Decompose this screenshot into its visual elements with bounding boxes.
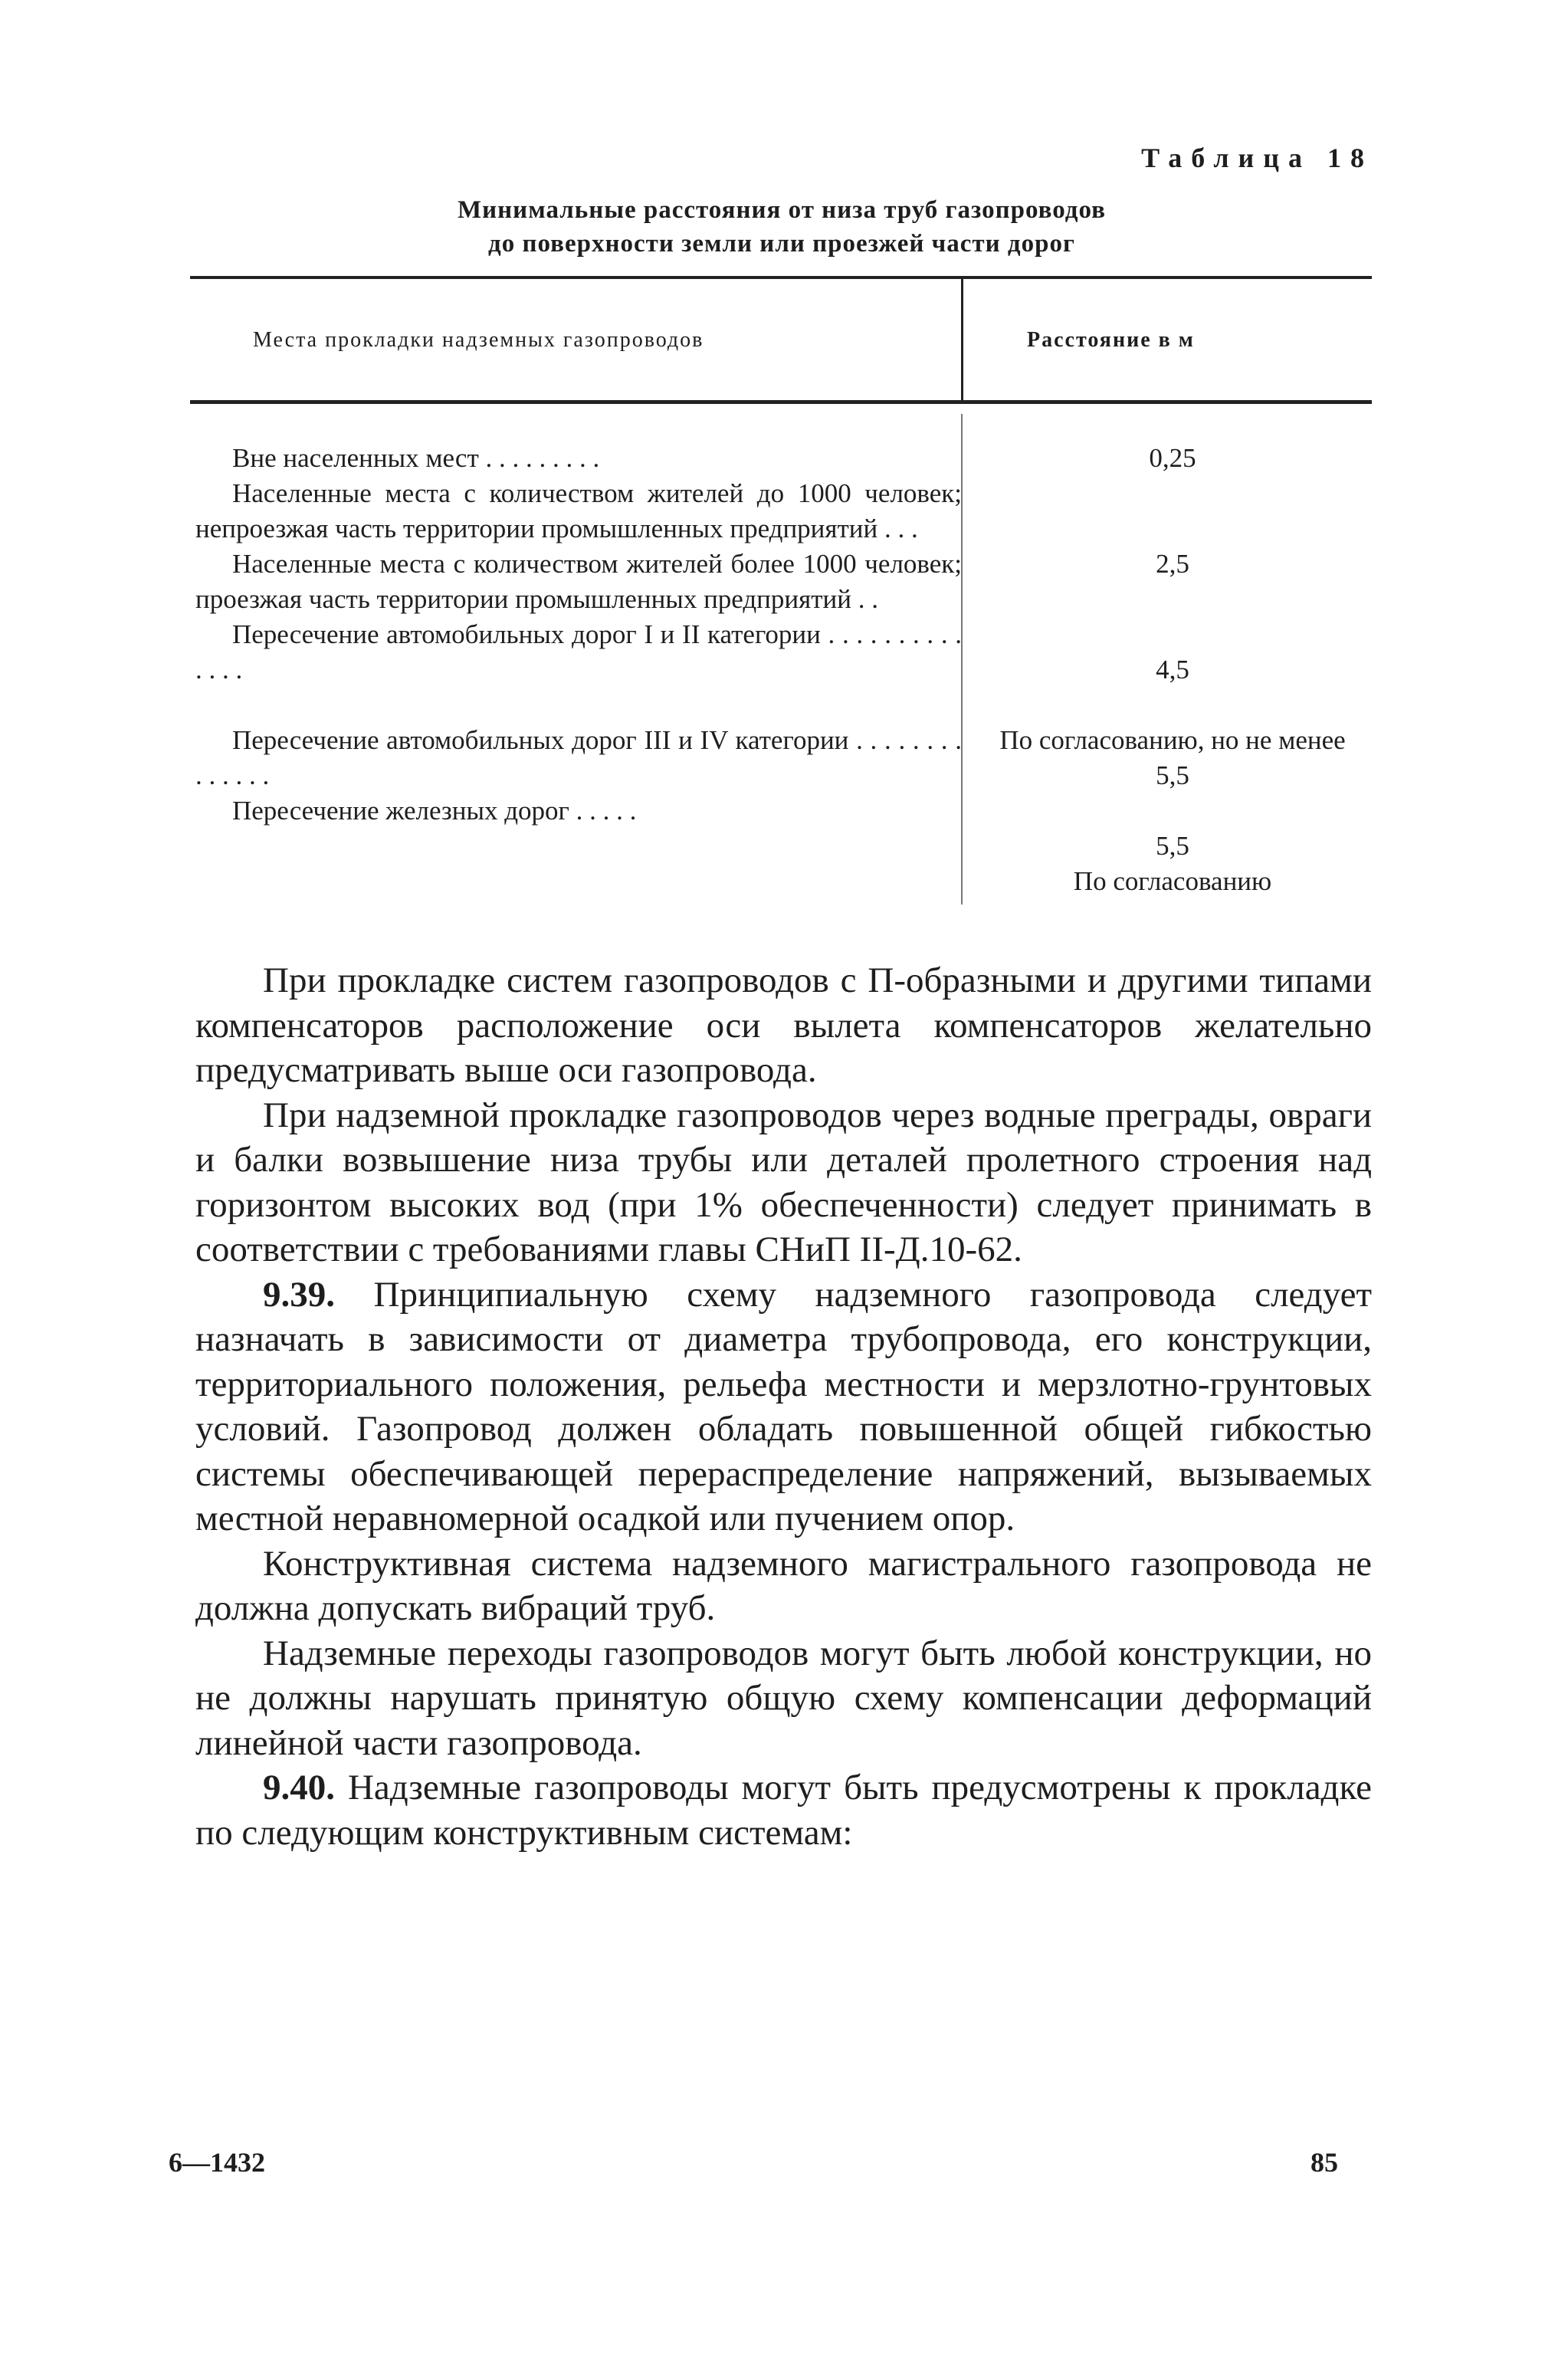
table-row-distance: 5,5 — [1156, 831, 1189, 861]
paragraph: Конструктивная система надземного магистрального газопровода не должна допускать вибраций труб. — [195, 1543, 1372, 1628]
table-row-location: Пересечение автомобильных дорог III и IV категории . . . . . . . . . . . . . . — [195, 725, 962, 790]
table-header-location: Места прокладки надземных газопроводов — [253, 328, 704, 352]
table-row-location: Пересечение железных дорог . . . . . — [232, 796, 637, 826]
table-top-rule — [190, 276, 1372, 279]
table-row-location: Вне населенных мест . . . . . . . . . — [232, 443, 600, 473]
paragraph: При надземной прокладке газопроводов через водные преграды, овраги и балки возвышение низа трубы или деталей пролетного строения над горизонтом высоких вод (при 1% обеспеченности) следует принимать в соответствии с требованиями главы СНиП II-Д.10-62. — [195, 1095, 1372, 1269]
page-number: 85 — [1310, 2147, 1338, 2178]
section-number: 9.39. — [263, 1274, 335, 1315]
table-row-distance: По согласованию — [1073, 866, 1272, 896]
table-row-distance: 2,5 — [1156, 549, 1189, 579]
paragraph-9-40 — [195, 1765, 1372, 1855]
table-row-distance: 4,5 — [1156, 655, 1189, 685]
table-row-location: Населенные места с количеством жителей более 1000 человек; проезжая часть территории промышленных предприятий . . — [195, 549, 962, 614]
table-location-column — [195, 441, 962, 829]
footer-signature-mark: 6—1432 — [169, 2147, 265, 2178]
table-row-location: Пересечение автомобильных дорог I и II категории . . . . . . . . . . . . . . — [195, 619, 962, 685]
paragraph-text: Надземные газопроводы могут быть предусмотрены к прокладке по следующим конструктивным системам: — [195, 1768, 1372, 1853]
paragraph-text: Принципиальную схему надземного газопровода следует назначать в зависимости от диаметра трубопровода, его конструкции, территориального положения, рельефа местности и мерзлотно-грунтовых условий. Газопровод должен обладать повышенной общей гибкостью системы обеспечивающей перераспределение напряжений, вызываемых местной неравномерной осадкой или пучением опор. — [195, 1274, 1372, 1538]
table-row-distance: По согласованию, но не менее 5,5 — [999, 725, 1346, 790]
section-number: 9.40. — [263, 1768, 335, 1807]
table-distance-column — [989, 441, 1356, 916]
paragraph-9-39 — [195, 1272, 1372, 1541]
table-row-location: Населенные места с количеством жителей до 1000 человек; непроезжая часть территории промышленных предприятий . . . — [195, 478, 962, 543]
table-header-distance: Расстояние в м — [1027, 328, 1195, 352]
body-text — [195, 958, 1372, 1855]
table-caption-line-1: Минимальные расстояния от низа труб газопроводов — [458, 196, 1106, 224]
table-caption — [192, 193, 1372, 261]
table-row-distance: 0,25 — [1149, 443, 1196, 473]
table-caption-line-2: до поверхности земли или проезжей части дорог — [488, 230, 1075, 258]
table-header-rule — [190, 400, 1372, 404]
table-number: Таблица 18 — [1141, 143, 1373, 173]
paragraph: Надземные переходы газопроводов могут быть любой конструкции, но не должны нарушать принятую общую схему компенсации деформаций линейной части газопровода. — [195, 1633, 1372, 1763]
paragraph: При прокладке систем газопроводов с П-образными и другими типами компенсаторов расположение оси вылета компенсаторов желательно предусматривать выше оси газопровода. — [195, 960, 1372, 1090]
table-header-divider — [961, 279, 963, 402]
